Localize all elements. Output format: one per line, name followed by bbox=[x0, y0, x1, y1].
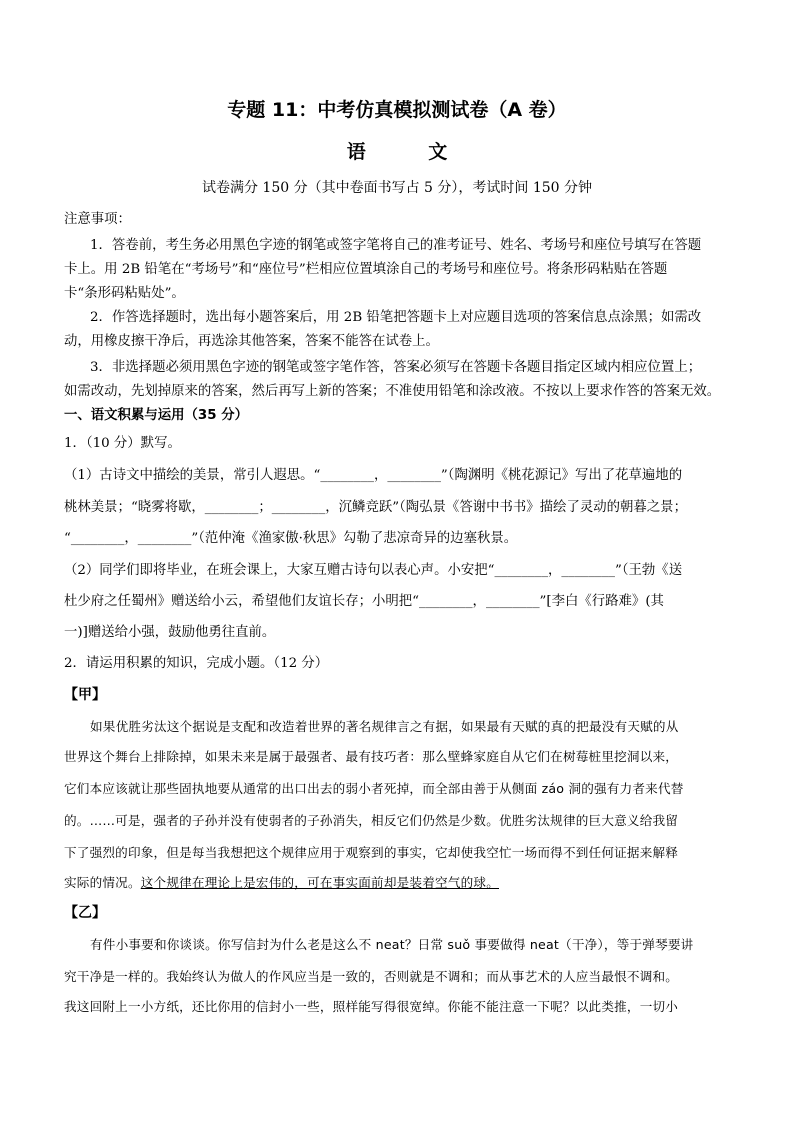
question-1-line: “________，________”（范仲淹《渔家傲·秋思》勾勒了悲凉奇异的边塞秋景。 bbox=[64, 531, 518, 546]
notice-line: 2．作答选择题时，选出每小题答案后，用 2B 铅笔把答题卡上对应题目选项的答案信息点涂黑；如需改 bbox=[90, 310, 702, 325]
passage-jia-label: 【甲】 bbox=[64, 687, 106, 703]
question-1-line: 桃林美景；“晓雾将歇，________；________，沉鳞竞跃”（陶弘景《答谢中书书》描绘了灵动的朝暮之景； bbox=[64, 500, 687, 515]
notice-line: 3．非选择题必须用黑色字迹的钢笔或签字笔作答，答案必须写在答题卡各题目指定区域内相应位置上； bbox=[90, 360, 702, 375]
question-2-title: 2．请运用积累的知识，完成小题。（12 分） bbox=[64, 656, 329, 671]
subject-heading: 语 文 bbox=[346, 141, 476, 163]
section-heading: 一、语文积累与运用（35 分） bbox=[64, 408, 248, 423]
question-1-line: （2）同学们即将毕业，在班会课上，大家互赠古诗句以表心声。小安把“________，________”（王勃《送 bbox=[64, 563, 683, 578]
passage-yi-line: 我这回附上一小方纸，还比你用的信封小一些，照样能写得很宽绰。你能不能注意一下呢？以此类推，一切小 bbox=[64, 999, 679, 1014]
underlined-sentence: 这个规律在理论上是宏伟的，可在事实面前却是装着空气的球。 bbox=[140, 875, 499, 890]
passage-yi-label: 【乙】 bbox=[64, 905, 106, 921]
passage-jia-line: 下了强烈的印象，但是每当我想把这个规律应用于观察到的事实，它却使我空忙一场而得不到任何证据来解释 bbox=[64, 845, 679, 860]
notice-line: 动，用橡皮擦干净后，再选涂其他答案，答案不能答在试卷上。 bbox=[64, 334, 439, 349]
passage-jia-line: 如果优胜劣汰这个据说是支配和改造着世界的著名规律言之有据，如果最有天赋的真的把最没有天赋的从 bbox=[90, 719, 679, 734]
notice-line: 如需改动，先划掉原来的答案，然后再写上新的答案；不准使用铅笔和涂改液。不按以上要求作答的答案无效。 bbox=[64, 384, 721, 399]
notice-heading: 注意事项： bbox=[64, 212, 131, 227]
question-1-line: 杜少府之任蜀州》赠送给小云，希望他们友谊长存；小明把“________，________”[李白《行路难》(其 bbox=[64, 594, 664, 609]
exam-info: 试卷满分 150 分（其中卷面书写占 5 分），考试时间 150 分钟 bbox=[201, 180, 593, 196]
notice-line: 卡上。用 2B 铅笔在“考场号”和“座位号”栏相应位置填涂自己的考场号和座位号。将条形码粘贴在答题 bbox=[64, 262, 668, 277]
passage-yi-line: 究干净是一样的。我始终认为做人的作风应当是一致的，否则就是不调和；而从事艺术的人应当最恨不调和。 bbox=[64, 969, 679, 984]
notice-line: 1．答卷前，考生务必用黑色字迹的钢笔或签字笔将自己的准考证号、姓名、考场号和座位号填写在答题 bbox=[90, 238, 702, 253]
question-1-line: 一)]赠送给小强，鼓励他勇往直前。 bbox=[64, 625, 276, 640]
passage-yi-line: 有件小事要和你谈谈。你写信封为什么老是这么不 neat？日常 suǒ 事要做得 neat（干净），等于弹琴要讲 bbox=[90, 937, 694, 952]
passage-jia-line: 它们本应该就让那些固执地要从通常的出口出去的弱小者死掉，而全部由善于从侧面 záo 洞的强有力者来代替 bbox=[64, 781, 684, 796]
question-1-line: （1）古诗文中描绘的美景，常引人遐思。“________，________”（陶渊明《桃花源记》写出了花草遍地的 bbox=[64, 468, 683, 483]
passage-jia-line: 的。……可是，强者的子孙并没有使弱者的子孙消失，相反它们仍然是少数。优胜劣汰规律的巨大意义给我留 bbox=[64, 813, 679, 828]
page-title: 专题 11：中考仿真模拟测试卷（A 卷） bbox=[227, 99, 567, 121]
question-1-title: 1．（10 分）默写。 bbox=[64, 436, 181, 451]
passage-jia-line: 世界这个舞台上排除掉，如果未来是属于最强者、最有技巧者：那么壁蜂家庭自从它们在树莓桩里挖洞以来， bbox=[64, 749, 679, 764]
passage-jia-line-last bbox=[64, 872, 734, 891]
passage-jia-text: 实际的情况。 bbox=[64, 875, 141, 890]
notice-line: 卡“条形码粘贴处”。 bbox=[64, 286, 185, 301]
